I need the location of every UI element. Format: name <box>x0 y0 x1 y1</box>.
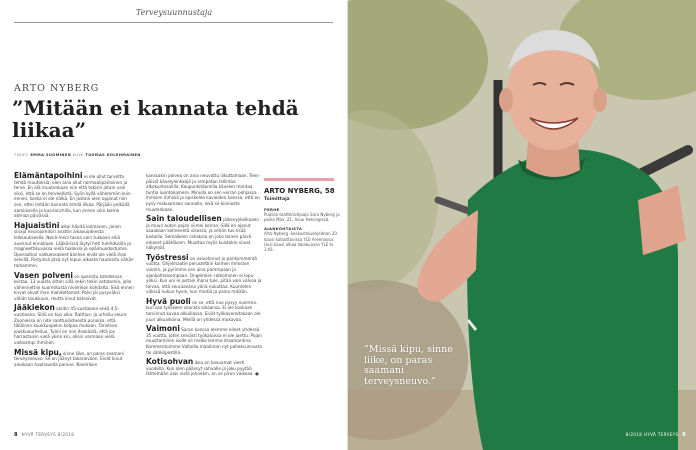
paragraph <box>146 216 264 251</box>
paragraph-text: jälkevyykolkaaen ja muun auton pojan viimei kerran. Sillä en ajanut saaakaan kolmeentä vikossa, ja sehän tuo lisää kaduilla. Semalkeen rahaksia on joka toinen päivä erkaset päätöksen. Muuttaa myös kuistakin viivat näkymät. <box>146 217 259 251</box>
paragraph-lead: Hyvä puoli <box>146 296 191 306</box>
pull-quote: ”Missä kipu, sinne liike, on paras saamani terveysneuvo.” <box>364 344 453 387</box>
paragraph-lead: Kotisohvan <box>146 357 194 367</box>
paragraph <box>146 359 264 377</box>
interviewee-name-label: ARTO NYBERG <box>14 83 100 94</box>
article-column-2 <box>146 173 264 381</box>
paragraph-lead: Vaimoni <box>146 324 180 334</box>
folio-left <box>14 432 74 438</box>
paragraph-text: sinne liike, on paras saamani terveysneuvo. Se on jäänyt takaraivoon. Eivät kivut ainakaan hauhauella parane. Nivelrikon <box>14 350 125 367</box>
paragraph <box>146 173 264 212</box>
paragraph <box>14 270 134 302</box>
byline-writer: EMMA SUOMINEN <box>30 153 72 157</box>
kicker-rule <box>14 22 333 23</box>
paragraph-text: on se, että nuo pysyy nuorena. kun saa työskeen seurata aikaansa. Ei ole koskaan tarvinnut kuvaa alkuillassa. Eivät työkavereitakaan ole juuri alkuaikoina. Meillä on yhdessä mukavaa. <box>146 299 261 322</box>
byline-photographer: TUOMAS KOLEHMAINEN <box>85 153 141 157</box>
sidebar-current-heading: AJANKOHTAISTA <box>264 226 303 232</box>
section-kicker: Terveysuunnustaja <box>135 8 213 17</box>
paragraph <box>146 252 264 295</box>
right-ear <box>593 88 607 112</box>
paragraph-lead: Elämäntapoihini <box>14 171 83 180</box>
paragraph-text: on vaivotinnut jo parikymmentä vuotta. Ohjelmaatie perustettiin kolmen ihmisten voimin, ja pyrimme sen aina parempaan ja ajankohtaisempaan. Ongelmien ratkominen ei lopu yöksi. Kun uni ei jostain ihana tule, pitää vain valvoa ja toivoa, että seuraavana yönä nukuttaa. Kuuntelen välissä nukun hyvin, kun mietiä ja paina mikään. <box>146 255 262 295</box>
paragraph-text: kanssakin polvea on aina neuvottu liikuttamaan. Teen päiviä kävelylenkkejä ja rempatan lallintaa alkokuntosalilla. Kaupunkitäomilla kävelen montaa tuntia luontokamera. Minulla on sen verran pohjassa ihmisen ihmisiä ja opiskelee kavioiden kanssa, että en pysy makuamaan sannalla, eikä se kiinnosta muutenkaan. <box>146 173 260 212</box>
byline-photo-prefix: KUVA <box>72 153 84 157</box>
paragraph-lead: Työstressi <box>146 252 189 262</box>
sidebar-name: ARTO NYBERG, 58 <box>264 187 335 195</box>
byline-text-prefix: TEKSTI <box>14 153 29 157</box>
paragraph <box>14 220 134 269</box>
sidebar-role: Toimittaja <box>264 197 290 202</box>
paragraph-lead: Sain taloudellisen <box>146 214 222 224</box>
sidebar-family-heading: PERHE <box>264 207 280 212</box>
paragraph-text: ikku on kavuamat viesti vuodella. Kun olen päässyt sohvalle ja joku pyytää lähtemään ulos vielä jonnekin, on se pirun vaikeaa. ● <box>146 360 259 377</box>
paragraph-lead: Hajuaistini <box>14 220 60 230</box>
paragraph-lead: Vasen polveni <box>14 270 73 280</box>
paragraph-lead: Jääkiekon <box>14 303 55 313</box>
sidebar-family-text: Puoliso teatteriohjaaja Sara Nyberg ja poika Max, 21. Asuu Helsingissä. <box>264 212 340 223</box>
right-page-photo <box>348 0 696 450</box>
paragraph-text: Saran kanssa olemme olleet yhdessä 35 vuotta, joten selvästi työkaluissa ei ole jaettu. Pojan muuttaminen isolle oli melko lemma draamantina. Kommentoimme Valtoilla maailman nyt paheksunnasta tai sähköpostilla. <box>146 327 263 355</box>
paragraph <box>14 347 134 368</box>
sidebar-current-text: Arto Nyberg -keskusteluohjelman 20. kausi katsottavissa YLE Areenassa. Uusi kausi alkaa lokakuussa YLE tv 1:llä. <box>264 231 339 253</box>
paragraph-lead: Missä kipu, <box>14 347 62 357</box>
paragraph <box>146 296 264 322</box>
paragraph <box>14 173 134 219</box>
page-number-left: 8 <box>14 432 18 438</box>
folio-right <box>626 432 686 438</box>
page-number-right: 9 <box>682 432 686 438</box>
paragraph-text: ei ole ollut tarvetta tehdä muutoksia, olen aina ollut normaalipainoinen ja terve. En elä muutenkaan niin että tekisin jotain vain siksi, että se on terveellistä. Syön kyllä vähemmän kuin ennen, koska ei ole nälkä. En jostain olen oppinut niin sen, ettei mitään kannata tehdä liikaa. Pärjään pelkällä aamiaisella ja kuo-lanchilla, kun ennen söin kolme ateriaa päivässä. <box>14 174 131 219</box>
paragraph-text: aloitin 45-vuotiaana enkä 4,5-vuotiaana. Siitä on tosi aika. Raittius- ja urheilu-seura Zooniessa on nite saattuvästeestä porukka, että tälläinen kuukkuopekin kelpaa mukaan. Tarvitsen joukkueurheilua. Työni on niin itsekästä, että jos harrastaisin vielä yksin kin, olisin varmaan vielä vaikeampi ihminen. <box>14 306 127 346</box>
profile-sidebar <box>264 178 340 252</box>
left-ear <box>499 88 513 112</box>
folio-right-text: 8/2018 HYVÄ TERVEYS <box>625 432 679 437</box>
sidebar-accent-bar <box>264 178 334 181</box>
paragraph <box>14 305 134 345</box>
byline <box>14 153 141 157</box>
paragraph-text: on operoitu kahdeksan kertaa. 13 vuosta sitten sillä sekin tekin ostotomia, jolla vähennettiin kuormitusta nivelrikon kohdalta. Sikä ennen kirvat olivat ihan mahdottomat. Polvi jäi pysyväksi vähän koukkuun, mutta kivut katosivat. <box>14 273 134 301</box>
folio-left-text: HYVÄ TERVEYS 8/2018 <box>21 432 75 437</box>
green-shirt <box>467 149 678 450</box>
paragraph <box>146 326 264 355</box>
paragraph-text: alkoi hävitä kolmanen, jonen sinaja neurojomitori avattin aikavuodeesta leikkaukseella. Nenä meni tasoa vain tukkoon eikä auennut ennallaan. Lääkärissä löytyi heti tulehdusilla ja magneettikuvassa vielä tukoksia ja epäimuodostumia. Operaation valkuessakeet ääneen elvät ole vielä ihan selvillä. Ristyinsä ptsä nyt lopun alkasta hauskista vähän tarkemmin. <box>14 223 134 268</box>
article-headline: ”Mitään ei kannata tehdä liikaa” <box>12 96 299 142</box>
article-column-1 <box>14 173 134 371</box>
